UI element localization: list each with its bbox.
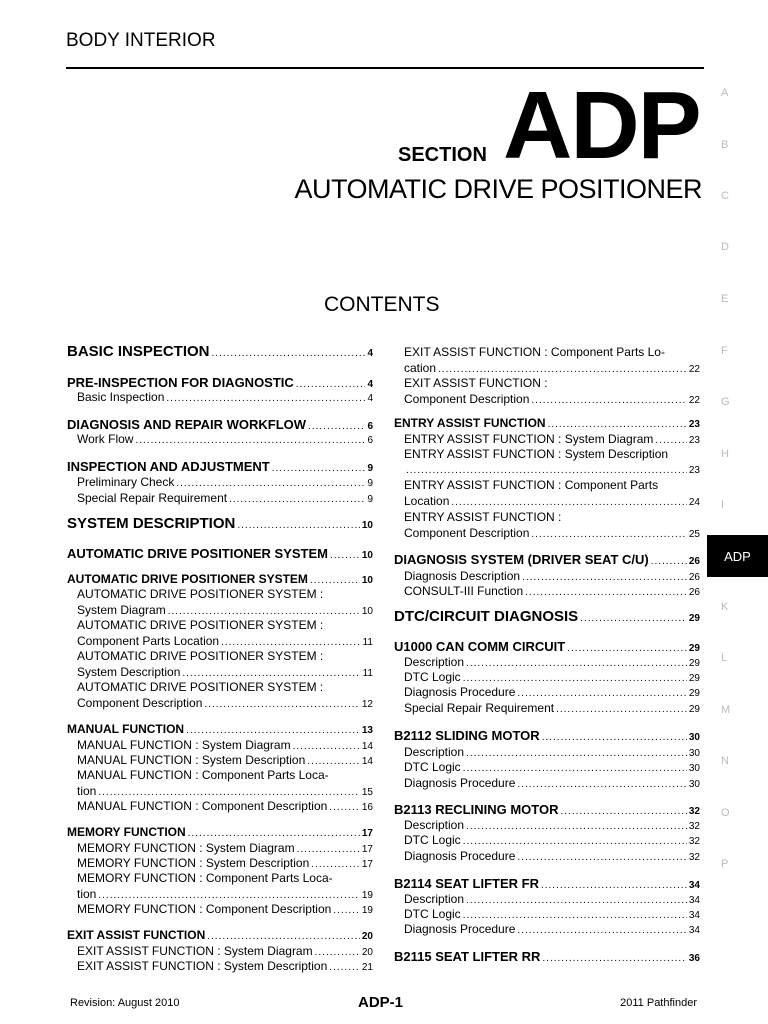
toc-entry-row [394,609,700,627]
toc-entry-title: EXIT ASSIST FUNCTION : System Diagram [77,944,313,958]
toc-entry-row [77,475,373,492]
toc-entry-row [77,432,373,449]
toc-leader-dots [329,800,360,816]
toc-entry[interactable] [394,447,700,478]
toc-entry-title: Diagnosis Description [404,569,521,583]
toc-entry-row [404,776,700,793]
side-tab-adp[interactable]: ADP [707,535,768,577]
contents-title: CONTENTS [324,293,440,316]
toc-entry-title: EXIT ASSIST FUNCTION [67,928,206,942]
toc-entry-row [404,760,700,777]
toc-leader-dots [525,585,687,601]
toc-page-number: 29 [688,673,700,684]
toc-entry-title: MEMORY FUNCTION : System Diagram [77,841,295,855]
toc-leader-dots [188,826,360,842]
toc-entry[interactable] [394,728,700,746]
toc-page-number: 10 [361,520,373,531]
toc-page-number: 32 [688,836,700,847]
toc-entry-row [77,390,373,407]
toc-entry-label: EXIT ASSIST FUNCTION : Component Parts Lo- [404,345,665,359]
toc-entry-title: Description [404,818,465,832]
toc-entry-row [77,634,373,651]
toc-entry-title: B2115 SEAT LIFTER RR [394,949,541,964]
footer-model: 2011 Pathfinder [620,997,697,1009]
toc-page-number: 9 [367,463,373,474]
toc-entry-title: EXIT ASSIST FUNCTION : System Description [77,959,328,973]
toc-entry-row [404,463,700,479]
toc-entry-row [77,799,373,816]
toc-page-number: 20 [361,931,373,942]
side-index-letter[interactable]: C [721,190,729,202]
toc-page-number: 9 [367,478,373,489]
toc-leader-dots [98,785,360,801]
toc-entry-title: MANUAL FUNCTION : Component Description [77,799,328,813]
side-index-letter[interactable]: H [721,448,729,460]
toc-page-number: 4 [367,393,373,404]
toc-entry[interactable] [394,833,700,850]
side-index-letter[interactable]: E [721,293,729,305]
toc-entry[interactable] [67,516,373,534]
toc-leader-dots [333,903,360,919]
toc-page-number: 29 [688,704,700,715]
toc-entry-row [394,416,700,433]
toc-page-number: 29 [688,643,700,654]
toc-entry-row [77,665,373,682]
toc-entry-row [67,459,373,477]
toc-entry-title: DIAGNOSIS SYSTEM (DRIVER SEAT C/U) [394,552,649,567]
section-code: ADP [503,72,700,179]
toc-page-number: 34 [688,925,700,936]
toc-entry-title: Component Description [404,391,530,406]
toc-leader-dots [531,393,686,409]
toc-entry-row [77,887,373,904]
toc-entry[interactable] [394,416,700,433]
toc-leader-dots [204,697,359,713]
toc-leader-dots [517,686,686,702]
toc-leader-dots [580,611,687,627]
toc-page-number: 23 [688,464,700,476]
toc-entry-row [67,344,373,362]
toc-page-number: 10 [361,575,373,586]
toc-page-number: 10 [361,605,373,617]
toc-leader-dots [221,635,361,651]
section-name: AUTOMATIC DRIVE POSITIONER [294,174,702,204]
toc-entry-row [77,902,373,919]
toc-entry-title: MANUAL FUNCTION : System Description [77,753,306,767]
toc-entry-title: Basic Inspection [77,390,165,404]
header-rule [66,67,704,69]
toc-page-number: 32 [688,821,700,832]
side-index-letter[interactable]: I [721,499,725,511]
toc-page-number: 30 [688,763,700,774]
toc-entry-title: Component Description [404,525,530,540]
toc-leader-dots [98,888,360,904]
toc-page-number: 26 [688,556,700,567]
toc-entry-title: Description [404,655,465,669]
toc-entry-label: AUTOMATIC DRIVE POSITIONER SYSTEM : [77,587,324,601]
side-index-letter[interactable]: L [721,652,728,664]
toc-entry[interactable] [67,928,373,945]
toc-leader-dots [135,433,365,449]
side-index-letter[interactable]: A [721,87,729,99]
toc-page-number: 17 [361,844,373,855]
toc-entry-title: System Diagram [77,602,166,617]
toc-entry-title: MEMORY FUNCTION : System Description [77,856,310,870]
toc-page-number: 29 [688,688,700,699]
toc-page-number: 20 [361,947,373,958]
toc-leader-dots [406,463,687,479]
toc-page-number: 26 [688,587,700,598]
toc-entry-title: System Description [77,664,181,679]
toc-leader-dots [330,548,360,564]
toc-page-number: 30 [688,732,700,743]
toc-leader-dots [517,923,686,939]
toc-entry-title: Diagnosis Procedure [404,849,516,863]
toc-entry-title: DIAGNOSIS AND REPAIR WORKFLOW [67,417,307,432]
toc-page-number: 34 [688,895,700,906]
toc-entry-title: Special Repair Requirement [77,491,228,505]
toc-entry-row [394,552,700,570]
toc-entry[interactable] [394,584,700,601]
toc-entry-row [404,526,700,543]
toc-entry[interactable] [67,871,373,903]
toc-entry[interactable] [394,685,700,702]
side-index-letter[interactable]: P [721,858,729,870]
toc-leader-dots [517,850,686,866]
toc-entry-row [67,928,373,945]
toc-entry[interactable] [67,432,373,449]
toc-page-number: 19 [361,905,373,916]
toc-page-number: 24 [688,496,700,508]
toc-entry-title: MEMORY FUNCTION [67,825,186,839]
toc-entry[interactable] [67,587,373,619]
toc-entry[interactable] [394,760,700,777]
toc-entry[interactable] [67,768,373,800]
toc-entry-title: tion [77,783,97,798]
toc-entry-label: AUTOMATIC DRIVE POSITIONER SYSTEM : [77,618,324,632]
side-index-letter[interactable]: K [721,601,729,613]
toc-leader-dots [542,730,687,746]
toc-entry[interactable] [67,722,373,739]
toc-entry-row [67,722,373,739]
toc-entry-row [77,959,373,976]
toc-entry[interactable] [67,491,373,508]
toc-entry-title: DTC Logic [404,833,461,847]
toc-page-number: 9 [367,494,373,505]
toc-entry-row [67,516,373,534]
toc-entry-title: DTC Logic [404,760,461,774]
toc-entry-title: Preliminary Check [77,475,175,489]
toc-leader-dots [186,723,360,739]
toc-entry-title: MANUAL FUNCTION [67,722,185,736]
toc-page-number: 32 [688,806,700,817]
toc-entry-title: Diagnosis Procedure [404,776,516,790]
toc-entry-title: U1000 CAN COMM CIRCUIT [394,639,566,654]
toc-entry[interactable] [394,376,700,408]
toc-entry-row [404,584,700,601]
toc-page-number: 30 [688,779,700,790]
toc-entry-title: B2114 SEAT LIFTER FR [394,876,539,891]
toc-leader-dots [438,362,687,378]
toc-entry-title: B2112 SLIDING MOTOR [394,728,540,743]
toc-entry[interactable] [394,552,700,570]
toc-entry-title: Special Repair Requirement [404,701,555,715]
toc-entry-title: MEMORY FUNCTION : Component Description [77,902,332,916]
toc-leader-dots [212,346,366,362]
toc-entry-row [404,701,700,718]
toc-entry-title: DTC/CIRCUIT DIAGNOSIS [394,608,579,625]
toc-page-number: 29 [688,613,700,624]
toc-entry-label: ENTRY ASSIST FUNCTION : [404,510,562,524]
toc-entry-title: AUTOMATIC DRIVE POSITIONER SYSTEM [67,572,308,586]
toc-entry-row [394,802,700,820]
toc-leader-dots [166,391,365,407]
toc-entry-row [77,696,373,713]
toc-entry-title: Diagnosis Procedure [404,685,516,699]
toc-entry[interactable] [394,478,700,510]
toc-entry-title: MANUAL FUNCTION : System Diagram [77,738,291,752]
toc-page-number: 26 [688,572,700,583]
toc-page-number: 17 [361,828,373,839]
toc-entry-label: ENTRY ASSIST FUNCTION : System Description [404,447,669,461]
footer-revision: Revision: August 2010 [70,997,180,1009]
toc-entry-row [404,685,700,702]
footer-page-number: ADP-1 [358,994,404,1011]
toc-entry-row [404,361,700,378]
toc-page-number: 14 [361,741,373,752]
toc-entry[interactable] [394,609,700,627]
toc-page-number: 23 [688,419,700,430]
toc-entry-title: Work Flow [77,432,134,446]
toc-entry-title: SYSTEM DESCRIPTION [67,515,236,532]
toc-entry-title: ENTRY ASSIST FUNCTION [394,416,546,430]
toc-page-number: 6 [367,435,373,446]
toc-entry[interactable] [67,546,373,564]
toc-leader-dots [237,518,360,534]
toc-entry-title: tion [77,886,97,901]
toc-entry[interactable] [394,701,700,718]
toc-entry-row [404,833,700,850]
toc-page-number: 4 [367,348,373,359]
toc-entry-label: AUTOMATIC DRIVE POSITIONER SYSTEM : [77,680,324,694]
toc-entry[interactable] [67,649,373,681]
toc-entry-row [67,825,373,842]
toc-entry-row [394,639,700,657]
toc-page-number: 14 [361,756,373,767]
toc-entry-row [77,603,373,620]
toc-entry-title: DTC Logic [404,907,461,921]
side-index-letter[interactable]: G [721,396,730,408]
toc-entry-row [404,494,700,511]
toc-leader-dots [176,476,365,492]
side-index-letter[interactable]: B [721,139,729,151]
side-index-letter[interactable]: F [721,345,728,357]
toc-entry[interactable] [394,639,700,657]
toc-entry[interactable] [67,825,373,842]
toc-leader-dots [542,951,686,967]
side-index-letter[interactable]: D [721,241,729,253]
toc-entry-title: ENTRY ASSIST FUNCTION : System Diagram [404,432,654,446]
toc-entry-title: Component Parts Location [77,633,220,648]
toc-entry-label: EXIT ASSIST FUNCTION : [404,376,548,390]
toc-entry[interactable] [67,902,373,919]
toc-page-number: 4 [367,379,373,390]
toc-leader-dots [229,492,365,508]
toc-leader-dots [168,604,360,620]
toc-page-number: 16 [361,802,373,813]
toc-page-number: 36 [688,953,700,964]
toc-entry-row [394,949,700,967]
toc-page-number: 22 [688,394,700,406]
toc-leader-dots [463,834,687,850]
toc-entry-label: ENTRY ASSIST FUNCTION : Component Parts [404,478,659,492]
toc-leader-dots [182,666,360,682]
toc-entry-title: Location [404,493,450,508]
toc-entry-title: Component Description [77,695,203,710]
toc-entry[interactable] [394,849,700,866]
toc-entry[interactable] [394,510,700,542]
toc-page-number: 34 [688,880,700,891]
toc-leader-dots [531,527,686,543]
toc-entry-title: CONSULT-III Function [404,584,524,598]
toc-entry-row [404,922,700,939]
toc-leader-dots [556,702,687,718]
toc-page-number: 29 [688,658,700,669]
toc-page-number: 10 [361,550,373,561]
toc-entry-title: Diagnosis Procedure [404,922,516,936]
toc-entry[interactable] [394,776,700,793]
toc-page-number: 22 [688,363,700,375]
side-index-letter[interactable]: N [721,755,729,767]
toc-entry[interactable] [394,876,700,894]
toc-entry-title: Description [404,892,465,906]
toc-entry[interactable] [67,344,373,362]
toc-entry[interactable] [67,459,373,477]
toc-entry[interactable] [67,475,373,492]
toc-page-number: 32 [688,852,700,863]
toc-leader-dots [329,960,360,976]
toc-leader-dots [463,761,687,777]
toc-entry-title: DTC Logic [404,670,461,684]
toc-entry-title: cation [404,360,437,375]
toc-page-number: 6 [367,421,373,432]
toc-entry[interactable] [394,802,700,820]
toc-entry[interactable] [67,799,373,816]
toc-entry-title: Description [404,745,465,759]
toc-page-number: 19 [361,889,373,901]
toc-leader-dots [548,417,687,433]
toc-entry-title: INSPECTION AND ADJUSTMENT [67,459,270,474]
toc-entry-row [404,392,700,409]
toc-page-number: 25 [688,528,700,540]
toc-entry-label: MEMORY FUNCTION : Component Parts Loca- [77,871,333,885]
toc-leader-dots [451,495,687,511]
toc-page-number: 17 [361,859,373,870]
toc-leader-dots [517,777,686,793]
toc-entry[interactable] [67,618,373,650]
toc-page-number: 30 [688,748,700,759]
toc-leader-dots [207,929,360,945]
toc-page-number: 15 [361,786,373,798]
toc-entry-row [77,491,373,508]
toc-entry-label: MANUAL FUNCTION : Component Parts Loca- [77,768,329,782]
toc-page-number: 21 [361,962,373,973]
toc-entry[interactable] [394,949,700,967]
toc-entry[interactable] [394,345,700,377]
toc-page-number: 23 [688,435,700,446]
toc-entry-title: BASIC INSPECTION [67,343,210,360]
toc-page-number: 34 [688,910,700,921]
toc-entry-row [77,784,373,801]
side-index-letter[interactable]: M [721,704,731,716]
toc-page-number: 13 [361,725,373,736]
toc-page-number: 12 [361,698,373,710]
toc-entry-title: B2113 RECLINING MOTOR [394,802,559,817]
toc-entry[interactable] [67,959,373,976]
toc-entry[interactable] [67,680,373,712]
toc-entry-row [404,849,700,866]
toc-entry-row [67,546,373,564]
header-title: BODY INTERIOR [66,30,216,51]
toc-page-number: 11 [362,667,373,679]
toc-entry-row [394,728,700,746]
toc-leader-dots [651,554,687,570]
section-word: SECTION [398,144,487,166]
toc-entry-label: AUTOMATIC DRIVE POSITIONER SYSTEM : [77,649,324,663]
toc-entry-title: PRE-INSPECTION FOR DIAGNOSTIC [67,375,294,390]
toc-entry-row [394,876,700,894]
toc-entry[interactable] [67,390,373,407]
toc-entry-title: AUTOMATIC DRIVE POSITIONER SYSTEM [67,546,328,561]
toc-entry[interactable] [394,922,700,939]
toc-page-number: 11 [362,636,373,648]
side-index-letter[interactable]: O [721,807,730,819]
